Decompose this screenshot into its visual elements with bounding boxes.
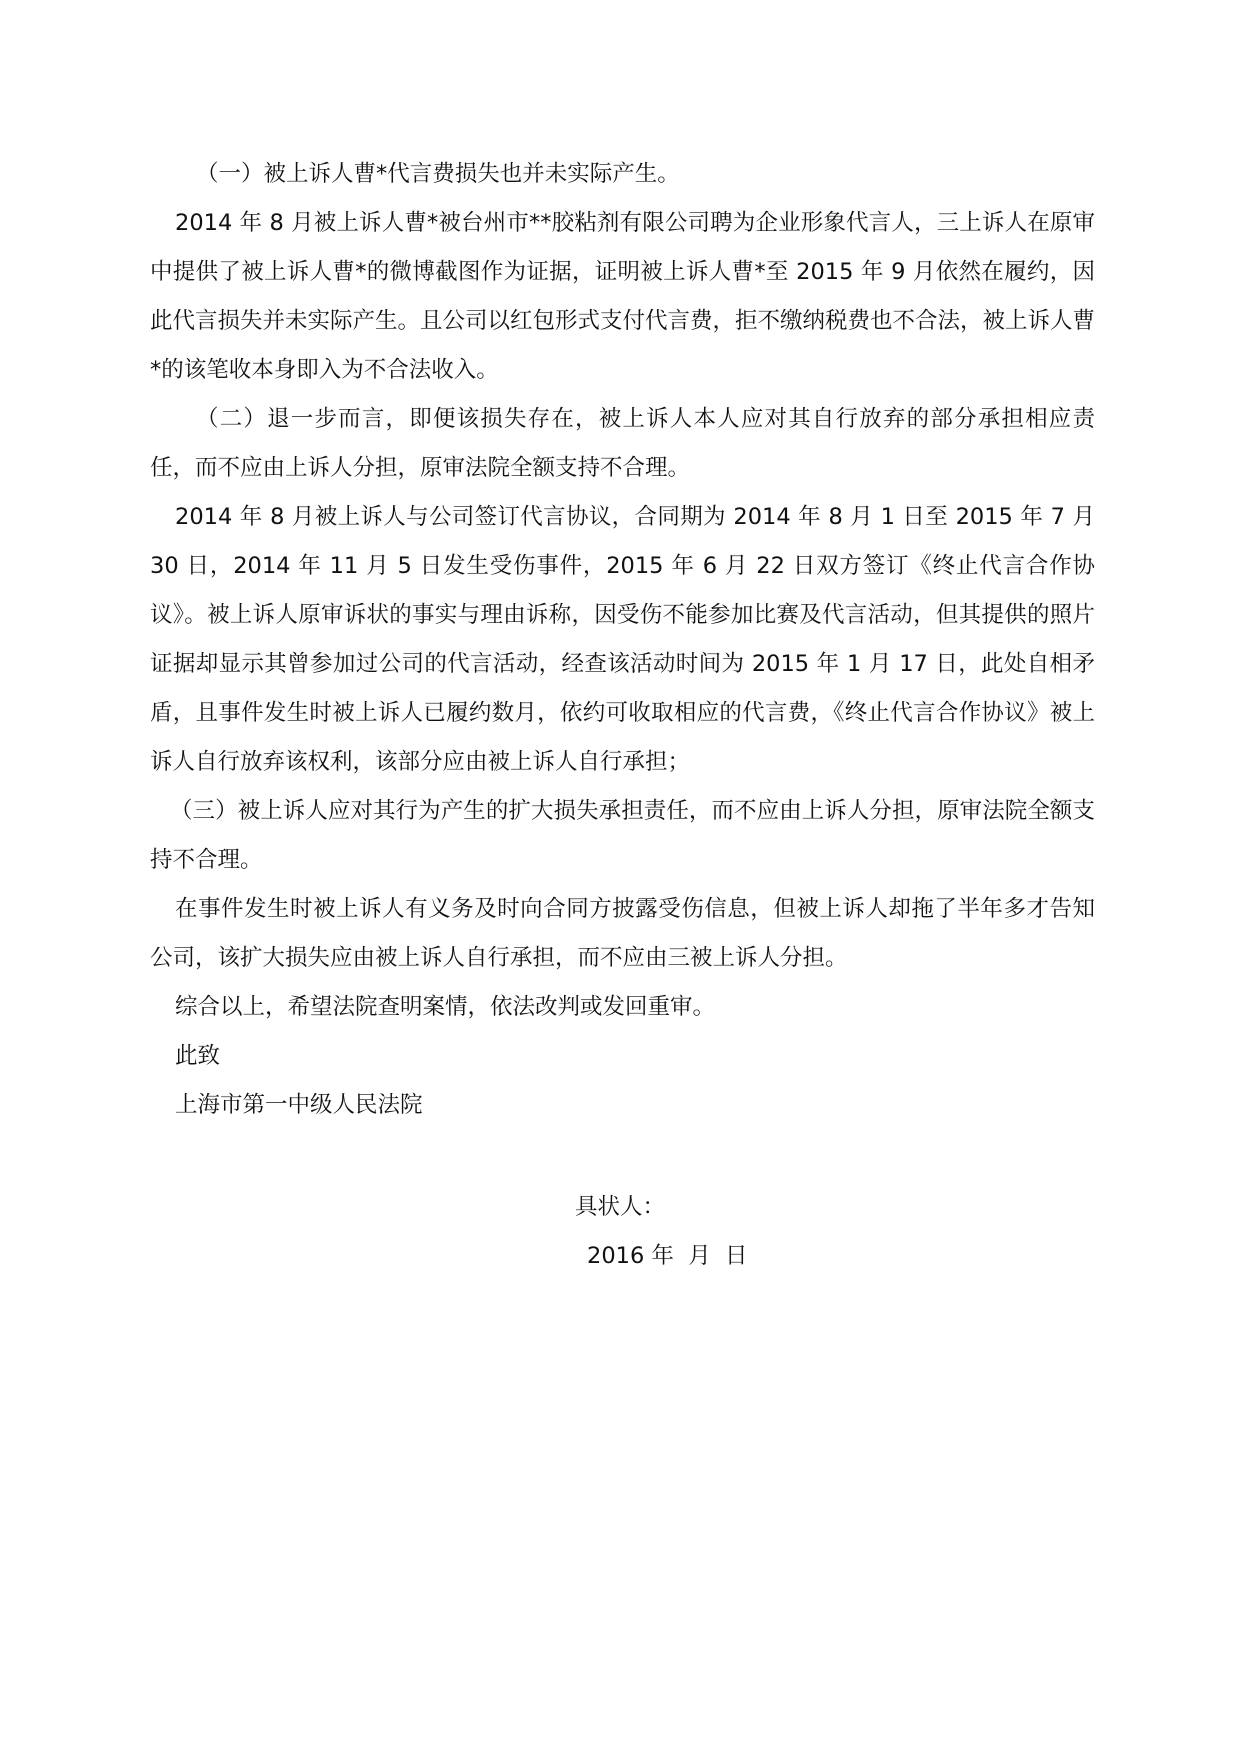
section-heading-2: （二）退一步而言，即便该损失存在，被上诉人本人应对其自行放弃的部分承担相应责任，而不应由上诉人分担，原审法院全额支持不合理。 [150,406,1095,481]
signer-label: 具状人： [575,1194,666,1220]
paragraph-disclosure-duty: 在事件发生时被上诉人有义务及时向合同方披露受伤信息，但被上诉人却拖了半年多才告知公司，该扩大损失应由被上诉人自行承担，而不应由三被上诉人分担。 [150,896,1095,971]
paragraph-contract-timeline: 2014 年 8 月被上诉人与公司签订代言协议，合同期为 2014 年 8 月 1 日至 2015 年 7 月 30 日，2014 年 11 月 5 日发生受伤事件，2015 年 6 月 22 日双方签订《终止代言合作协议》。被上诉人原审诉状的事实与理由诉称，因受伤不能参加比赛及代言活动，但其提供的照片证据却显示其曾参加过公司的代言活动，经查该活动时间为 2015 年 1 月 17 日，此处自相矛盾，且事件发生时被上诉人已履约数月，依约可收取相应的代言费，《终止代言合作协议》被上诉人自行放弃该权利，该部分应由被上诉人自行承担； [150,504,1095,775]
paragraph-endorsement-fact: 2014 年 8 月被上诉人曹*被台州市**胶粘剂有限公司聘为企业形象代言人，三上诉人在原审中提供了被上诉人曹*的微博截图作为证据，证明被上诉人曹*至 2015 年 9 月依然在履约，因此代言损失并未实际产生。且公司以红包形式支付代言费，拒不缴纳税费也不合法，被上诉人曹*的该笔收本身即入为不合法收入。 [150,210,1096,383]
paragraph-conclusion: 综合以上，希望法院查明案情，依法改判或发回重审。 [175,994,716,1020]
court-name: 上海市第一中级人民法院 [175,1092,423,1118]
section-heading-1: （一）被上诉人曹*代言费损失也并未实际产生。 [196,161,680,187]
salutation: 此致 [175,1043,221,1069]
section-heading-3: （三）被上诉人应对其行为产生的扩大损失承担责任，而不应由上诉人分担，原审法院全额支持不合理。 [150,798,1095,873]
signature-date: 2016 年 月 日 [587,1243,748,1269]
signature-block [575,1183,895,1281]
document-body [150,150,1095,1130]
